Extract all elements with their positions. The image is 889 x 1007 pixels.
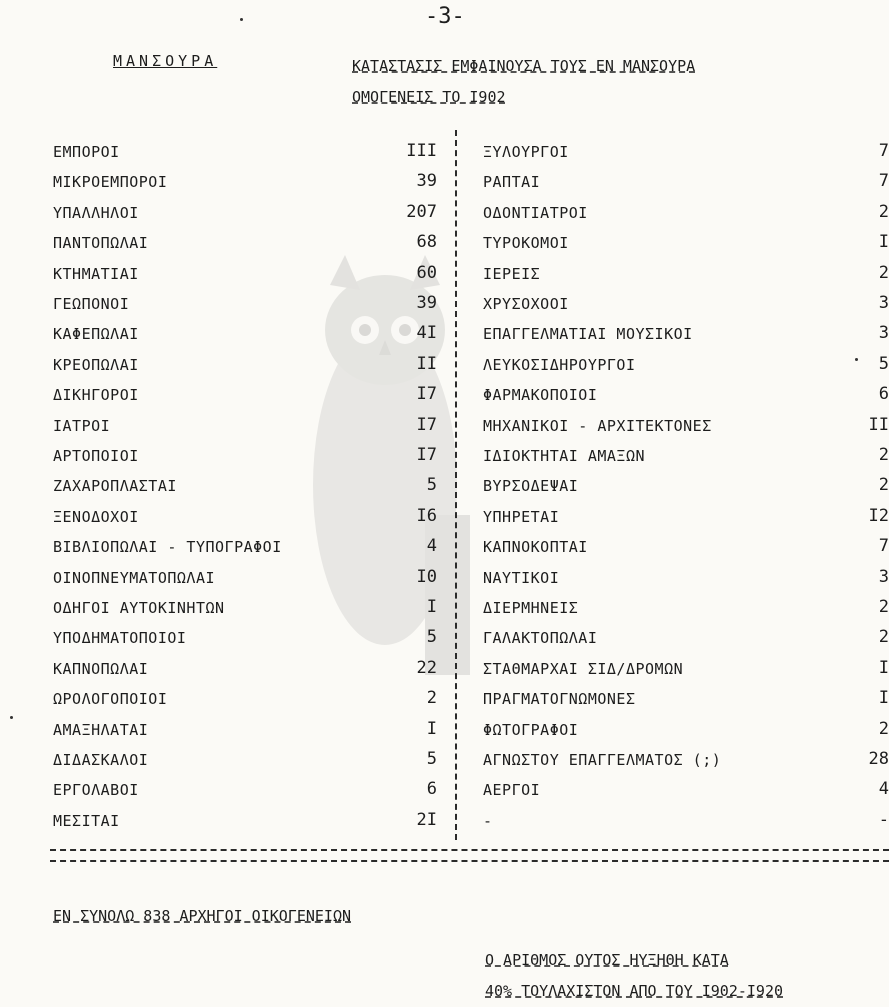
growth-note-line: Ο ΑΡΙΘΜΟΣ ΟΥΤΟΣ ΗΥΞΗΘΗ ΚΑΤΑ [485, 951, 729, 969]
right-occupation-label: ΝΑΥΤΙΚΟΙ [483, 569, 560, 587]
right-occupation-count: 2 [878, 597, 889, 617]
left-occupation-label: ΜΙΚΡΟΕΜΠΟΡΟΙ [53, 173, 168, 191]
growth-note [485, 945, 783, 1007]
right-occupation-label: ΑΕΡΓΟΙ [483, 781, 541, 799]
right-occupation-count: 2 [878, 475, 889, 495]
left-occupation-label: ΔΙΔΑΣΚΑΛΟΙ [53, 751, 149, 769]
left-occupation-count: 68 [416, 232, 437, 252]
left-occupation-label: ΙΑΤΡΟΙ [53, 417, 111, 435]
right-occupation-label: ΕΠΑΓΓΕΛΜΑΤΙΑΙ ΜΟΥΣΙΚΟΙ [483, 325, 693, 343]
left-occupation-count: ΙΙΙ [406, 141, 437, 161]
left-occupation-count: 5 [426, 749, 437, 769]
city-heading: ΜΑΝΣΟΥΡΑ [113, 52, 218, 70]
divider-rule [50, 860, 889, 862]
right-occupation-count: 7 [878, 141, 889, 161]
ink-speck [855, 358, 858, 361]
right-occupation-count: Ι [878, 688, 889, 708]
left-occupation-count: ΙΙ [416, 354, 437, 374]
right-occupation-label: ΦΑΡΜΑΚΟΠΟΙΟΙ [483, 386, 598, 404]
right-occupation-label: ΞΥΛΟΥΡΓΟΙ [483, 143, 569, 161]
left-occupation-count: 207 [406, 202, 437, 222]
right-occupation-label: ΙΔΙΟΚΤΗΤΑΙ ΑΜΑΞΩΝ [483, 447, 646, 465]
left-occupation-label: ΑΜΑΞΗΛΑΤΑΙ [53, 721, 149, 739]
left-occupation-label: ΥΠΑΛΛΗΛΟΙ [53, 204, 139, 222]
right-occupation-count: Ι [878, 232, 889, 252]
left-occupation-count: Ι7 [416, 445, 437, 465]
right-occupation-label: ΤΥΡΟΚΟΜΟΙ [483, 234, 569, 252]
right-occupation-count: 28 [868, 749, 889, 769]
left-occupation-label: ΩΡΟΛΟΓΟΠΟΙΟΙ [53, 690, 168, 708]
left-occupation-label: ΑΡΤΟΠΟΙΟΙ [53, 447, 139, 465]
left-occupation-label: ΠΑΝΤΟΠΩΛΑΙ [53, 234, 149, 252]
right-occupation-label: ΜΗΧΑΝΙΚΟΙ - ΑΡΧΙΤΕΚΤΟΝΕΣ [483, 417, 712, 435]
right-occupation-label: ΛΕΥΚΟΣΙΔΗΡΟΥΡΓΟΙ [483, 356, 636, 374]
right-occupation-count: 7 [878, 171, 889, 191]
right-occupation-count: 3 [878, 323, 889, 343]
right-occupation-count: 5 [878, 354, 889, 374]
right-occupation-label: ΑΓΝΩΣΤΟΥ ΕΠΑΓΓΕΛΜΑΤΟΣ (;) [483, 751, 722, 769]
left-occupation-label: ΚΑΦΕΠΩΛΑΙ [53, 325, 139, 343]
right-occupation-label: ΟΔΟΝΤΙΑΤΡΟΙ [483, 204, 588, 222]
right-occupation-count: 2 [878, 263, 889, 283]
right-occupation-label: ΦΩΤΟΓΡΑΦΟΙ [483, 721, 579, 739]
right-occupation-count: 2 [878, 719, 889, 739]
right-occupation-label: ΠΡΑΓΜΑΤΟΓΝΩΜΟΝΕΣ [483, 690, 636, 708]
right-occupation-count: 6 [878, 384, 889, 404]
left-occupation-count: 22 [416, 658, 437, 678]
column-divider [455, 130, 457, 840]
left-occupation-count: 5 [426, 475, 437, 495]
document-title-line: ΟΜΟΓΕΝΕΙΣ ΤΟ Ι902 [352, 88, 506, 106]
right-occupation-count: Ι [878, 658, 889, 678]
left-occupation-label: ΕΡΓΟΛΑΒΟΙ [53, 781, 139, 799]
left-occupation-label: ΜΕΣΙΤΑΙ [53, 812, 120, 830]
divider-rule [50, 849, 889, 851]
right-occupation-label: ΣΤΑΘΜΑΡΧΑΙ ΣΙΔ/ΔΡΟΜΩΝ [483, 660, 684, 678]
right-occupation-label: - [483, 812, 493, 830]
right-occupation-count: ΙΙ [868, 415, 889, 435]
document-title [352, 51, 695, 113]
right-occupation-count: 7 [878, 536, 889, 556]
page-number: -3- [425, 4, 465, 29]
left-occupation-label: ΟΙΝΟΠΝΕΥΜΑΤΟΠΩΛΑΙ [53, 569, 216, 587]
right-occupation-label: ΧΡΥΣΟΧΟΟΙ [483, 295, 569, 313]
left-occupation-count: 4 [426, 536, 437, 556]
document-title-line: ΚΑΤΑΣΤΑΣΙΣ ΕΜΦΑΙΝΟΥΣΑ ΤΟΥΣ ΕΝ ΜΑΝΣΟΥΡΑ [352, 57, 696, 75]
growth-note-line: 40% ΤΟΥΛΑΧΙΣΤΟΝ ΑΠΟ ΤΟΥ Ι902-Ι920 [485, 982, 784, 1000]
left-occupation-count: 2Ι [416, 810, 437, 830]
right-occupation-label: ΡΑΠΤΑΙ [483, 173, 541, 191]
left-occupation-count: Ι6 [416, 506, 437, 526]
left-occupation-count: 39 [416, 293, 437, 313]
right-occupation-count: 3 [878, 567, 889, 587]
right-occupation-count: 2 [878, 202, 889, 222]
right-occupation-count: 4 [878, 779, 889, 799]
left-occupation-label: ΖΑΧΑΡΟΠΛΑΣΤΑΙ [53, 477, 177, 495]
right-occupation-count: - [878, 810, 889, 830]
right-occupation-count: 2 [878, 627, 889, 647]
right-occupation-label: ΚΑΠΝΟΚΟΠΤΑΙ [483, 538, 588, 556]
left-occupation-count: 39 [416, 171, 437, 191]
left-occupation-count: 5 [426, 627, 437, 647]
ink-speck [10, 716, 13, 719]
left-occupation-count: Ι [426, 597, 437, 617]
left-occupation-count: Ι0 [416, 567, 437, 587]
total-summary: ΕΝ ΣΥΝΟΛΩ 838 ΑΡΧΗΓΟΙ ΟΙΚΟΓΕΝΕΙΩΝ [53, 907, 352, 925]
right-occupation-label: ΒΥΡΣΟΔΕΨΑΙ [483, 477, 579, 495]
right-occupation-label: ΥΠΗΡΕΤΑΙ [483, 508, 560, 526]
left-occupation-count: 60 [416, 263, 437, 283]
ink-speck [240, 18, 243, 21]
left-occupation-label: ΚΤΗΜΑΤΙΑΙ [53, 265, 139, 283]
right-occupation-label: ΙΕΡΕΙΣ [483, 265, 541, 283]
right-occupation-label: ΔΙΕΡΜΗΝΕΙΣ [483, 599, 579, 617]
left-occupation-count: 2 [426, 688, 437, 708]
left-occupation-label: ΒΙΒΛΙΟΠΩΛΑΙ - ΤΥΠΟΓΡΑΦΟΙ [53, 538, 282, 556]
left-occupation-count: 6 [426, 779, 437, 799]
left-occupation-count: 4Ι [416, 323, 437, 343]
left-occupation-count: Ι7 [416, 384, 437, 404]
right-occupation-count: 2 [878, 445, 889, 465]
left-occupation-label: ΚΡΕΟΠΩΛΑΙ [53, 356, 139, 374]
left-occupation-label: ΥΠΟΔΗΜΑΤΟΠΟΙΟΙ [53, 629, 187, 647]
left-occupation-label: ΓΕΩΠΟΝΟΙ [53, 295, 130, 313]
left-occupation-count: Ι [426, 719, 437, 739]
right-occupation-count: 3 [878, 293, 889, 313]
right-occupation-label: ΓΑΛΑΚΤΟΠΩΛΑΙ [483, 629, 598, 647]
left-occupation-count: Ι7 [416, 415, 437, 435]
left-occupation-label: ΟΔΗΓΟΙ ΑΥΤΟΚΙΝΗΤΩΝ [53, 599, 225, 617]
left-occupation-label: ΕΜΠΟΡΟΙ [53, 143, 120, 161]
left-occupation-label: ΞΕΝΟΔΟΧΟΙ [53, 508, 139, 526]
right-occupation-count: Ι2 [868, 506, 889, 526]
left-occupation-label: ΔΙΚΗΓΟΡΟΙ [53, 386, 139, 404]
left-occupation-label: ΚΑΠΝΟΠΩΛΑΙ [53, 660, 149, 678]
